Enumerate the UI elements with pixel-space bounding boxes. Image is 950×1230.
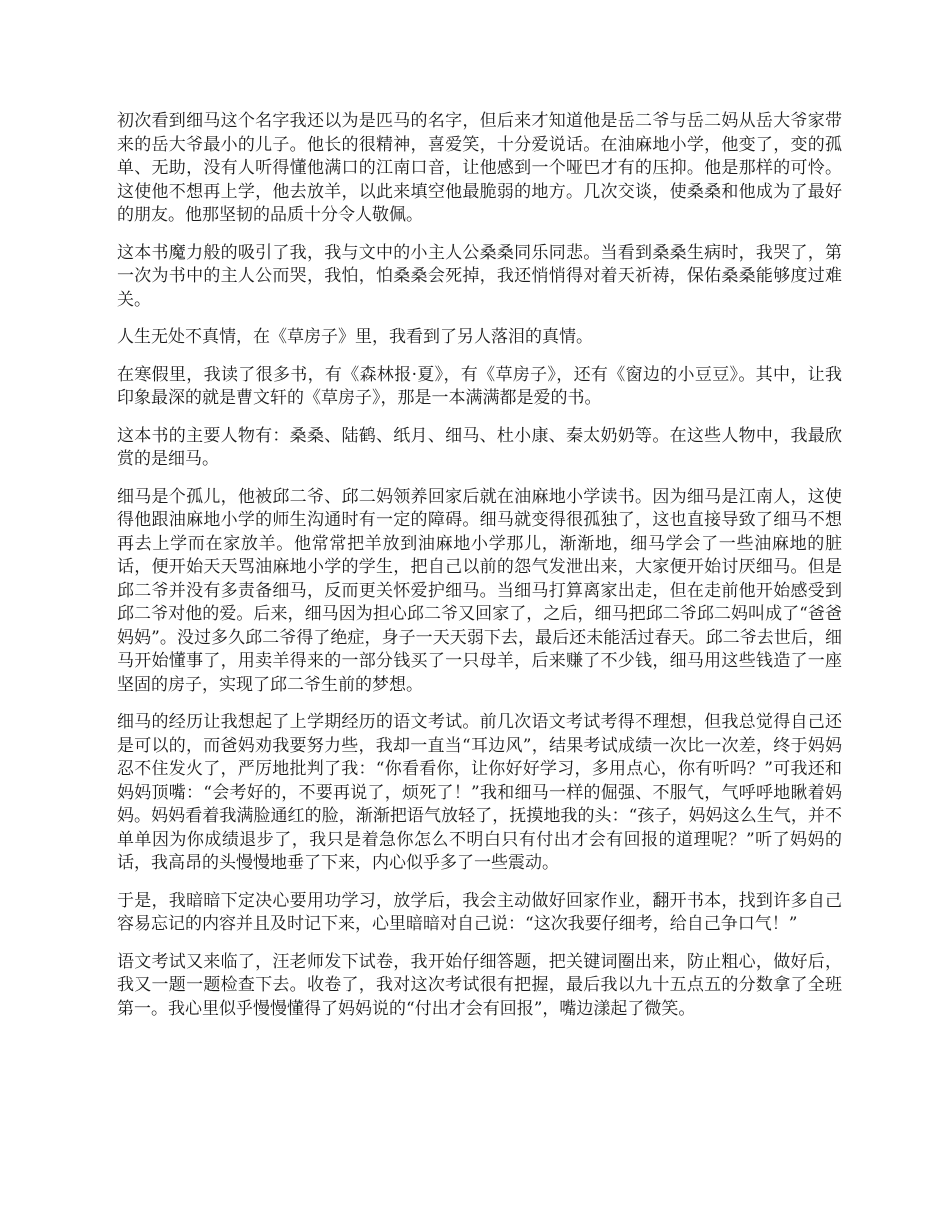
paragraph-6: 细马是个孤儿，他被邱二爷、邱二妈领养回家后就在油麻地小学读书。因为细马是江南人，这使得他跟油麻地小学的师生沟通时有一定的障碍。细马就变得很孤独了，这也直接导致了细马不想再去上学而在家放羊。他常常把羊放到油麻地小学那儿，渐渐地，细马学会了一些油麻地的脏话，便开始天天骂油麻地小学的学生，把自己以前的怨气发泄出来，大家便开始讨厌细马。但是邱二爷并没有多责备细马，反而更关怀爱护细马。当细马打算离家出走，但在走前他开始感受到邱二爷对他的爱。后来，细马因为担心邱二爷又回家了，之后，细马把邱二爷邱二妈叫成了“爸爸妈妈”。没过多久邱二爷得了绝症，身子一天天弱下去，最后还未能活过春天。邱二爷去世后，细马开始懂事了，用卖羊得来的一部分钱买了一只母羊，后来赚了不少钱，细马用这些钱造了一座坚固的房子，实现了邱二爷生前的梦想。 <box>117 486 842 695</box>
paragraph-5: 这本书的主要人物有：桑桑、陆鹤、纸月、细马、杜小康、秦太奶奶等。在这些人物中，我最欣赏的是细马。 <box>117 425 842 469</box>
paragraph-2: 这本书魔力般的吸引了我，我与文中的小主人公桑桑同乐同悲。当看到桑桑生病时，我哭了，第一次为书中的主人公而哭，我怕，怕桑桑会死掉，我还悄悄得对着天祈祷，保佑桑桑能够度过难关。 <box>117 242 842 310</box>
paragraph-3: 人生无处不真情，在《草房子》里，我看到了另人落泪的真情。 <box>117 327 593 347</box>
document-page <box>117 110 842 1035</box>
paragraph-4: 在寒假里，我读了很多书，有《森林报·夏》，有《草房子》，还有《窗边的小豆豆》。其中，让我印象最深的就是曹文轩的《草房子》，那是一本满满都是爱的书。 <box>117 364 842 408</box>
paragraph-8: 于是，我暗暗下定决心要用功学习，放学后，我会主动做好回家作业，翻开书本，找到许多自己容易忘记的内容并且及时记下来，心里暗暗对自己说：“这次我要仔细考，给自己争口气！” <box>117 890 842 934</box>
paragraph-1: 初次看到细马这个名字我还以为是匹马的名字，但后来才知道他是岳二爷与岳二妈从岳大爷家带来的岳大爷最小的儿子。他长的很精神，喜爱笑，十分爱说话。在油麻地小学，他变了，变的孤单、无助，没有人听得懂他满口的江南口音，让他感到一个哑巴才有的压抑。他是那样的可怜。这使他不想再上学，他去放羊，以此来填空他最脆弱的地方。几次交谈，使桑桑和他成为了最好的朋友。他那坚韧的品质十分令人敬佩。 <box>117 111 842 225</box>
paragraph-7: 细马的经历让我想起了上学期经历的语文考试。前几次语文考试考得不理想，但我总觉得自己还是可以的，而爸妈劝我要努力些，我却一直当“耳边风”，结果考试成绩一次比一次差，终于妈妈忍不住发火了，严厉地批判了我：“你看看你，让你好好学习，多用点心，你有听吗？”可我还和妈妈顶嘴：“会考好的，不要再说了，烦死了！”我和细马一样的倔强、不服气，气呼呼地瞅着妈妈。妈妈看着我满脸通红的脸，渐渐把语气放轻了，抚摸地我的头：“孩子，妈妈这么生气，并不单单因为你成绩退步了，我只是着急你怎么不明白只有付出才会有回报的道理呢？”听了妈妈的话，我高昂的头慢慢地垂了下来，内心似乎多了一些震动。 <box>117 712 842 873</box>
paragraph-9: 语文考试又来临了，汪老师发下试卷，我开始仔细答题，把关键词圈出来，防止粗心，做好后，我又一题一题检查下去。收卷了，我对这次考试很有把握，最后我以九十五点五的分数拿了全班第一。我心里似乎慢慢懂得了妈妈说的“付出才会有回报”，嘴边漾起了微笑。 <box>117 951 842 1019</box>
